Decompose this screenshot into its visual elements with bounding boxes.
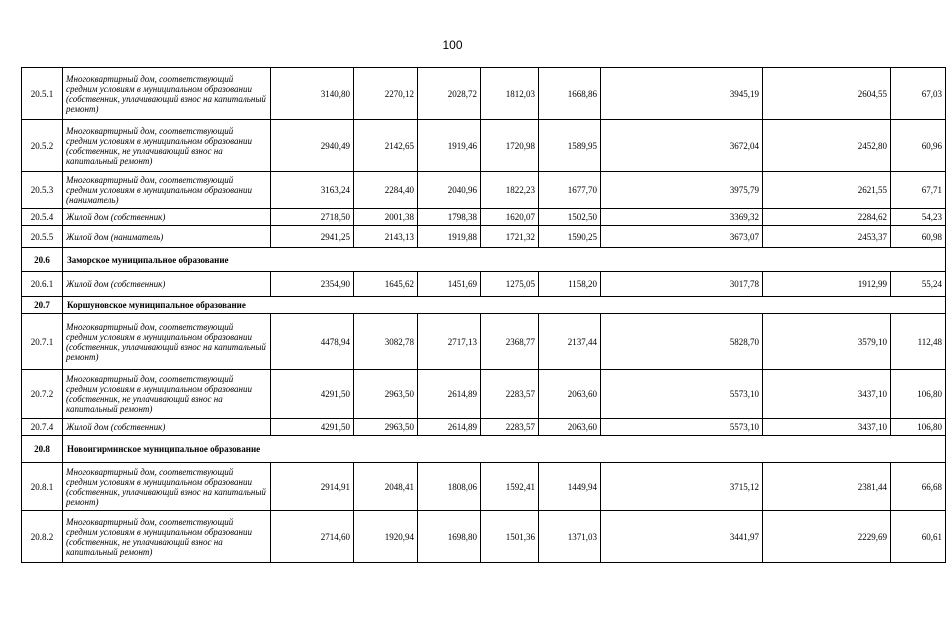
value-cell: 2270,12: [354, 68, 418, 120]
value-cell: 2717,13: [418, 314, 481, 370]
value-cell: 1677,70: [539, 172, 601, 209]
value-cell: 1589,95: [539, 120, 601, 172]
value-cell: 54,23: [891, 209, 946, 226]
value-cell: 2283,57: [481, 370, 539, 419]
value-cell: 60,61: [891, 511, 946, 563]
value-cell: 67,03: [891, 68, 946, 120]
value-cell: 4291,50: [271, 419, 354, 436]
section-header-row: [22, 248, 946, 272]
value-cell: 3082,78: [354, 314, 418, 370]
value-cell: 3975,79: [601, 172, 763, 209]
value-cell: 55,24: [891, 272, 946, 297]
value-cell: 112,48: [891, 314, 946, 370]
value-cell: 2718,50: [271, 209, 354, 226]
value-cell: 106,80: [891, 370, 946, 419]
value-cell: 1275,05: [481, 272, 539, 297]
value-cell: 2381,44: [763, 463, 891, 511]
row-code: 20.5.2: [22, 120, 63, 172]
table-row: [22, 209, 946, 226]
value-cell: 2354,90: [271, 272, 354, 297]
value-cell: 5828,70: [601, 314, 763, 370]
section-header-row: [22, 436, 946, 463]
value-cell: 2940,49: [271, 120, 354, 172]
row-code: 20.5.1: [22, 68, 63, 120]
value-cell: 5573,10: [601, 419, 763, 436]
value-cell: 1668,86: [539, 68, 601, 120]
table-row: [22, 272, 946, 297]
value-cell: 2001,38: [354, 209, 418, 226]
table-body: [22, 68, 946, 563]
section-header-row: [22, 297, 946, 314]
row-description: Многоквартирный дом, соответствующий средним условиям в муниципальном образовании (наниматель): [63, 172, 271, 209]
value-cell: 3437,10: [763, 419, 891, 436]
value-cell: 1812,03: [481, 68, 539, 120]
value-cell: 2614,89: [418, 370, 481, 419]
row-description: Многоквартирный дом, соответствующий средним условиям в муниципальном образовании (собственник, не уплачивающий взнос на капитальный ремонт): [63, 120, 271, 172]
value-cell: 1912,99: [763, 272, 891, 297]
table-row: [22, 314, 946, 370]
value-cell: 2963,50: [354, 370, 418, 419]
value-cell: 1720,98: [481, 120, 539, 172]
table-row: [22, 463, 946, 511]
value-cell: 2063,60: [539, 419, 601, 436]
value-cell: 106,80: [891, 419, 946, 436]
row-description: Многоквартирный дом, соответствующий средним условиям в муниципальном образовании (собственник, уплачивающий взнос на капитальный ремонт): [63, 68, 271, 120]
value-cell: 2284,40: [354, 172, 418, 209]
value-cell: 2621,55: [763, 172, 891, 209]
table-row: [22, 120, 946, 172]
row-description: Жилой дом (наниматель): [63, 226, 271, 248]
section-title: Заморское муниципальное образование: [63, 248, 946, 272]
value-cell: 3437,10: [763, 370, 891, 419]
value-cell: 1158,20: [539, 272, 601, 297]
table-row: [22, 419, 946, 436]
value-cell: 3673,07: [601, 226, 763, 248]
value-cell: 1592,41: [481, 463, 539, 511]
value-cell: 1620,07: [481, 209, 539, 226]
value-cell: 2283,57: [481, 419, 539, 436]
value-cell: 2137,44: [539, 314, 601, 370]
value-cell: 1919,88: [418, 226, 481, 248]
value-cell: 2614,89: [418, 419, 481, 436]
value-cell: 3579,10: [763, 314, 891, 370]
table-row: [22, 226, 946, 248]
value-cell: 2284,62: [763, 209, 891, 226]
value-cell: 1822,23: [481, 172, 539, 209]
value-cell: 3441,97: [601, 511, 763, 563]
value-cell: 3945,19: [601, 68, 763, 120]
value-cell: 5573,10: [601, 370, 763, 419]
value-cell: 60,96: [891, 120, 946, 172]
value-cell: 4291,50: [271, 370, 354, 419]
row-code: 20.5.4: [22, 209, 63, 226]
value-cell: 1645,62: [354, 272, 418, 297]
table-row: [22, 370, 946, 419]
value-cell: 2714,60: [271, 511, 354, 563]
row-code: 20.6.1: [22, 272, 63, 297]
value-cell: 1798,38: [418, 209, 481, 226]
row-code: 20.7.2: [22, 370, 63, 419]
row-code: 20.5.3: [22, 172, 63, 209]
value-cell: 3163,24: [271, 172, 354, 209]
value-cell: 2063,60: [539, 370, 601, 419]
row-code: 20.8: [22, 436, 63, 463]
value-cell: 2453,37: [763, 226, 891, 248]
value-cell: 66,68: [891, 463, 946, 511]
value-cell: 2040,96: [418, 172, 481, 209]
row-description: Многоквартирный дом, соответствующий средним условиям в муниципальном образовании (собственник, уплачивающий взнос на капитальный ремонт): [63, 463, 271, 511]
section-title: Новоигирминское муниципальное образование: [63, 436, 946, 463]
row-description: Многоквартирный дом, соответствующий средним условиям в муниципальном образовании (собственник, не уплачивающий взнос на капитальный ремонт): [63, 370, 271, 419]
value-cell: 60,98: [891, 226, 946, 248]
value-cell: 3369,32: [601, 209, 763, 226]
value-cell: 2941,25: [271, 226, 354, 248]
value-cell: 2028,72: [418, 68, 481, 120]
section-title: Коршуновское муниципальное образование: [63, 297, 946, 314]
value-cell: 2604,55: [763, 68, 891, 120]
value-cell: 3140,80: [271, 68, 354, 120]
value-cell: 1451,69: [418, 272, 481, 297]
value-cell: 2048,41: [354, 463, 418, 511]
value-cell: 1449,94: [539, 463, 601, 511]
value-cell: 1919,46: [418, 120, 481, 172]
row-description: Жилой дом (собственник): [63, 272, 271, 297]
value-cell: 2963,50: [354, 419, 418, 436]
table-row: [22, 68, 946, 120]
value-cell: 2368,77: [481, 314, 539, 370]
value-cell: 1698,80: [418, 511, 481, 563]
row-description: Многоквартирный дом, соответствующий средним условиям в муниципальном образовании (собственник, не уплачивающий взнос на капитальный ремонт): [63, 511, 271, 563]
row-code: 20.8.2: [22, 511, 63, 563]
value-cell: 3017,78: [601, 272, 763, 297]
value-cell: 1502,50: [539, 209, 601, 226]
value-cell: 3672,04: [601, 120, 763, 172]
value-cell: 4478,94: [271, 314, 354, 370]
value-cell: 2143,13: [354, 226, 418, 248]
row-description: Жилой дом (собственник): [63, 419, 271, 436]
value-cell: 2229,69: [763, 511, 891, 563]
page-number: 100: [442, 38, 463, 52]
row-code: 20.7.1: [22, 314, 63, 370]
value-cell: 1721,32: [481, 226, 539, 248]
value-cell: 1808,06: [418, 463, 481, 511]
value-cell: 2452,80: [763, 120, 891, 172]
row-description: Жилой дом (собственник): [63, 209, 271, 226]
value-cell: 3715,12: [601, 463, 763, 511]
table-row: [22, 172, 946, 209]
value-cell: 1371,03: [539, 511, 601, 563]
value-cell: 1590,25: [539, 226, 601, 248]
value-cell: 67,71: [891, 172, 946, 209]
value-cell: 1501,36: [481, 511, 539, 563]
row-description: Многоквартирный дом, соответствующий средним условиям в муниципальном образовании (собственник, уплачивающий взнос на капитальный ремонт): [63, 314, 271, 370]
tariff-table: [21, 67, 946, 563]
row-code: 20.8.1: [22, 463, 63, 511]
table-row: [22, 511, 946, 563]
value-cell: 2914,91: [271, 463, 354, 511]
row-code: 20.7.4: [22, 419, 63, 436]
row-code: 20.5.5: [22, 226, 63, 248]
value-cell: 1920,94: [354, 511, 418, 563]
value-cell: 2142,65: [354, 120, 418, 172]
row-code: 20.7: [22, 297, 63, 314]
row-code: 20.6: [22, 248, 63, 272]
